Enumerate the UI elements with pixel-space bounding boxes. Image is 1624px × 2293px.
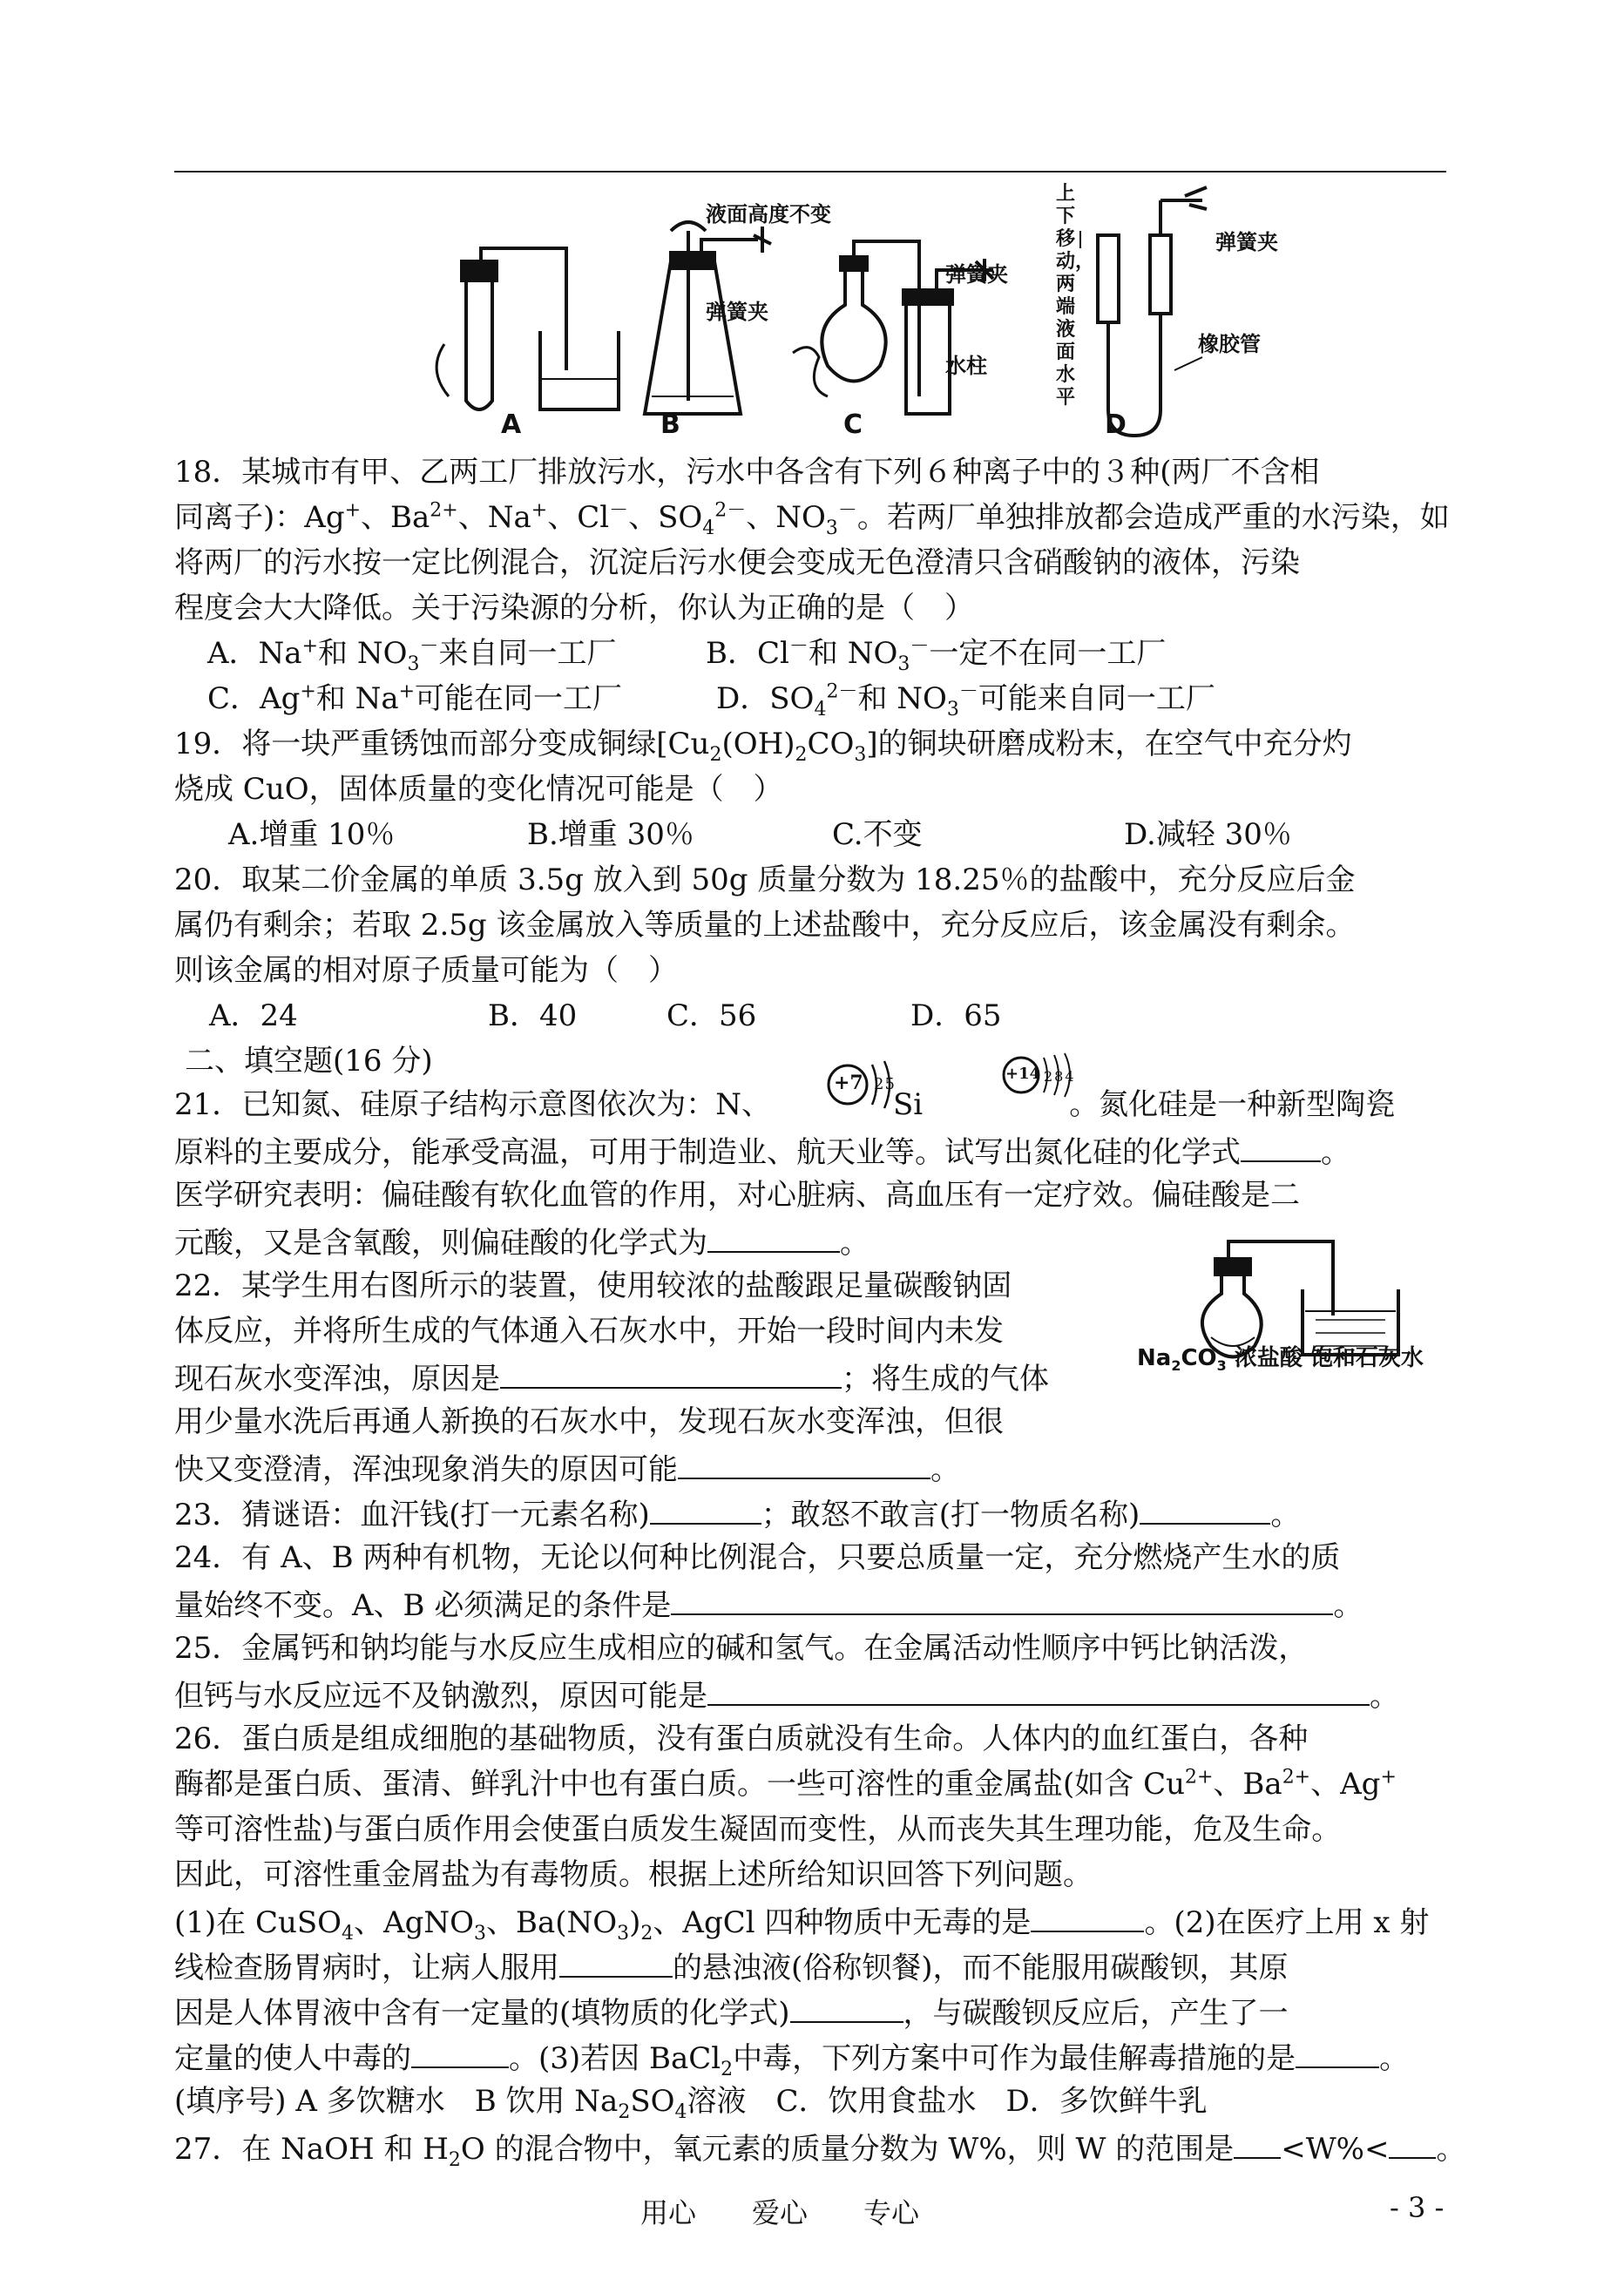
figure-label-d: D — [1105, 409, 1127, 440]
q22-blank-reason[interactable] — [500, 1359, 842, 1389]
q18-line1: 18．某城市有甲、乙两工厂排放污水，污水中各含有下列６种离子中的３种(两厂不含相 — [174, 455, 1320, 490]
apparatus-figure — [418, 179, 1464, 449]
figure-label-c: C — [843, 409, 863, 440]
q24-line1: 24．有 A、B 两种有机物，无论以何种比例混合，只要总质量一定，充分燃烧产生水的质 — [174, 1540, 1341, 1575]
q21-blank-metasilicic-acid-formula[interactable] — [707, 1223, 840, 1253]
q19-option-c: C.不变 — [832, 817, 923, 852]
q21-line1: 21．已知氮、硅原子结构示意图依次为：N、 Si 。氮化硅是一种新型陶瓷 — [174, 1087, 1396, 1122]
q22-line2: 体反应，并将所生成的气体通入石灰水中，开始一段时间内未发 — [174, 1314, 1004, 1349]
nitrogen-atom-diagram: +7 25 — [823, 1054, 919, 1115]
q18-option-b: B．Cl－和 $NO_3^-$一定不在同一工厂 — [706, 635, 1167, 675]
figure-b-clamp-label: 弹簧夹 — [706, 300, 768, 324]
q22-line5: 快又变澄清，浑浊现象消失的原因可能 。 — [174, 1450, 960, 1487]
q21-blank-silicon-nitride-formula[interactable] — [1241, 1133, 1321, 1162]
q21-line2: 原料的主要成分，能承受高温，可用于制造业、航天业等。试写出氮化硅的化学式 。 — [174, 1133, 1350, 1170]
q26-blank-toxic-ion[interactable] — [411, 2039, 509, 2068]
page-number: - 3 - — [1390, 2191, 1445, 2224]
q26-blank-gastric-acid[interactable] — [790, 1993, 903, 2023]
q23-blank-element-name[interactable] — [650, 1495, 761, 1525]
q26-line4: 因此，可溶性重金屑盐为有毒物质。根据上述所给知识回答下列问题。 — [174, 1857, 1093, 1892]
q22-line4: 用少量水洗后再通人新换的石灰水中，发现石灰水变浑浊，但很 — [174, 1404, 1004, 1439]
q27-blank-lower-bound[interactable] — [1234, 2129, 1281, 2159]
q25-line2: 但钙与水反应远不及钠激烈，原因可能是 。 — [174, 1676, 1399, 1714]
q22-line1: 22．某学生用右图所示的装置，使用较浓的盐酸跟足量碳酸钠固 — [174, 1268, 1012, 1303]
footer-motto: 用心 爱心 专心 — [640, 2196, 920, 2229]
q20-line2: 属仍有剩余；若取 2.5g 该金属放入等质量的上述盐酸中，充分反应后，该金属没有剩余。 — [174, 908, 1356, 943]
figure-b-level-label: 液面高度不变 — [706, 202, 831, 227]
q18-option-a: A．Na+和 $NO_3^-$来自同一工厂 — [207, 635, 617, 675]
figure-label-b: B — [660, 409, 680, 440]
q26-blank-antidote[interactable] — [1296, 2039, 1379, 2068]
q22-line3: 现石灰水变浑浊，原因是 ；将生成的气体 — [174, 1359, 1049, 1397]
header-rule — [174, 171, 1446, 172]
q22-figure-label: $Na_2CO_3$ 浓盐酸 饱和石灰水 — [1137, 1345, 1424, 1375]
q26-line6: 线检查肠胃病时，让病人服用 的悬浊液(俗称钡餐)，而不能服用碳酸钡，其原 — [174, 1948, 1289, 1985]
q21-line3: 医学研究表明：偏硅酸有软化血管的作用，对心脏病、高血压有一定疗效。偏硅酸是二 — [174, 1178, 1300, 1213]
q26-blank-barium-meal[interactable] — [559, 1948, 673, 1978]
q26-blank-nontoxic[interactable] — [1031, 1903, 1144, 1932]
q27-line: 27．在 NaOH 和 $H_2O$ 的混合物中，氧元素的质量分数为 W%，则 W 的范围是 <W%< 。 — [174, 2129, 1465, 2167]
q19-line2: 烧成 CuO，固体质量的变化情况可能是（ ） — [174, 772, 783, 807]
q20-option-a: A．24 — [209, 998, 298, 1033]
q19-option-a: A.增重 10％ — [228, 817, 396, 852]
q18-line4: 程度会大大降低。关于污染源的分析，你认为正确的是（ ） — [174, 591, 974, 626]
silicon-atom-diagram: +14 284 — [1000, 1051, 1113, 1103]
section-fill-in-heading: 二、填空题(16 分) — [185, 1044, 433, 1079]
q20-option-c: C．56 — [667, 998, 757, 1033]
q19-option-d: D.减轻 30％ — [1124, 817, 1292, 852]
q20-line3: 则该金属的相对原子质量可能为（ ） — [174, 953, 678, 988]
q26-line3: 等可溶性盐)与蛋白质作用会使蛋白质发生凝固而变性，从而丧失其生理功能，危及生命。 — [174, 1812, 1342, 1847]
q20-option-b: B．40 — [488, 998, 578, 1033]
q26-line9: (填序号) A 多饮糖水 B 饮用 $Na_2SO_4$溶液 C．饮用食盐水 D．多饮鲜牛乳 — [174, 2084, 1208, 2123]
q24-line2: 量始终不变。A、B 必须满足的条件是 。 — [174, 1586, 1363, 1623]
q26-line2: 酶都是蛋白质、蛋清、鲜乳汁中也有蛋白质。一些可溶性的重金属盐(如含 $Cu^{2+}$、$Ba^{2+}$、Ag+ — [174, 1766, 1397, 1802]
figure-label-a: A — [501, 409, 522, 440]
q18-option-d: D．$SO_4^{2-}$和 $NO_3^-$可能来自同一工厂 — [716, 680, 1215, 720]
q20-option-d: D．65 — [910, 998, 1002, 1033]
q19-option-b: B.增重 30％ — [527, 817, 694, 852]
figure-d-side-label: 上下移动，两端液面水平 — [1056, 183, 1095, 409]
q26-line8: 定量的使人中毒的 。(3)若因 BaCl$_2$中毒，下列方案中可作为最佳解毒措施的是 。 — [174, 2039, 1409, 2076]
q19-line1: 19．将一块严重锈蚀而部分变成铜绿$[Cu_2(OH)_2CO_3]$的铜块研磨成粉末，在空气中充分灼 — [174, 727, 1352, 766]
q24-blank-condition[interactable] — [671, 1586, 1333, 1615]
figure-c-water-label: 水柱 — [945, 354, 987, 378]
q26-line5: (1)在 CuSO$_4$、AgNO$_3$、$Ba(NO_3)_2$、AgCl 四种物质中无毒的是 。(2)在医疗上用 x 射 — [174, 1903, 1429, 1940]
q26-line1: 26．蛋白质是组成细胞的基础物质，没有蛋白质就没有生命。人体内的血红蛋白，各种 — [174, 1721, 1309, 1756]
figure-d-tube-label: 橡胶管 — [1198, 332, 1261, 356]
figure-c-clamp-label: 弹簧夹 — [945, 262, 1008, 287]
q18-line2: 同离子)：Ag+、$Ba^{2+}$、Na+、Cl－、$SO_4^{2-}$、$NO_3^-$。若两厂单独排放都会造成严重的水污染，如 — [174, 499, 1450, 539]
q27-blank-upper-bound[interactable] — [1389, 2129, 1436, 2159]
q18-line3: 将两厂的污水按一定比例混合，沉淀后污水便会变成无色澄清只含硝酸钠的液体，污染 — [174, 545, 1300, 580]
q25-blank-reason[interactable] — [707, 1676, 1370, 1706]
q22-blank-turbidity-reason[interactable] — [678, 1450, 930, 1479]
q26-line7: 因是人体胃液中含有一定量的(填物质的化学式) ，与碳酸钡反应后，产生了一 — [174, 1993, 1289, 2031]
q21-line4: 元酸，又是含氧酸，则偏硅酸的化学式为 。 — [174, 1223, 870, 1261]
q20-line1: 20．取某二价金属的单质 3.5g 放入到 50g 质量分数为 18.25％的盐酸中，充分反应后金 — [174, 862, 1356, 897]
q25-line1: 25．金属钙和钠均能与水反应生成相应的碱和氢气。在金属活动性顺序中钙比钠活泼， — [174, 1631, 1309, 1666]
q18-option-c: C．Ag+和 Na+可能在同一工厂 — [207, 680, 623, 716]
q23-blank-substance-name[interactable] — [1140, 1495, 1270, 1525]
figure-d-clamp-label: 弹簧夹 — [1215, 230, 1278, 254]
q23-line: 23．猜谜语：血汗钱(打一元素名称) ；敢怒不敢言(打一物质名称) 。 — [174, 1495, 1300, 1532]
